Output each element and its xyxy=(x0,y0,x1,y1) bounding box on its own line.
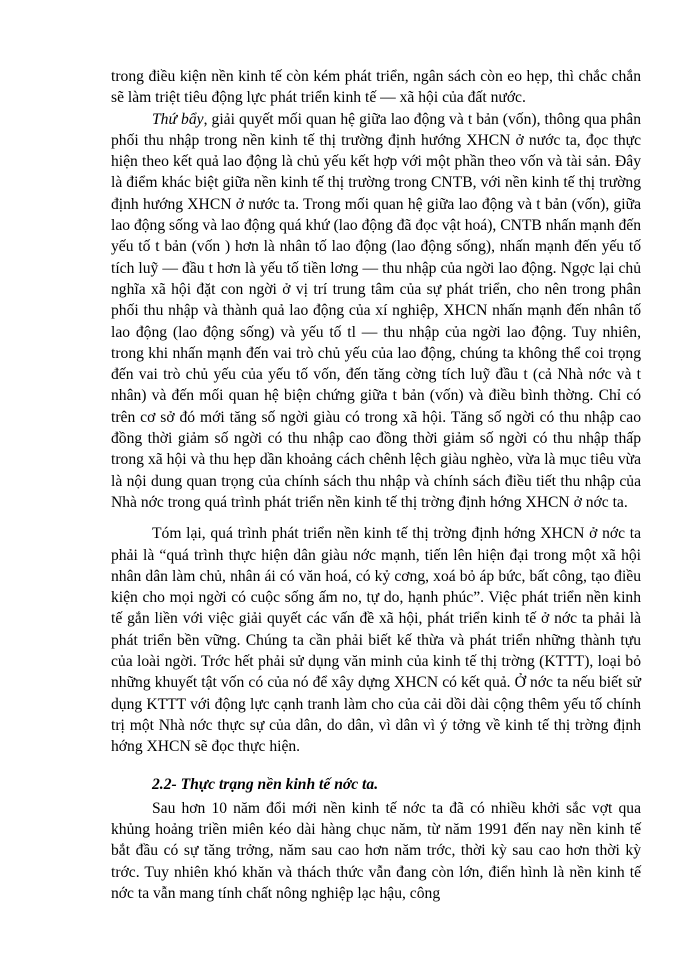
paragraph-text: , giải quyết mối quan hệ giữa lao động và t bản (vốn), thông qua phân phối thu nhập trong nền kinh tế thị trường định hướng XHCN ở nước ta, đọc thực hiện theo kết quả lao động là chủ yếu kết hợp với một phần theo vốn và tài sản. Đây là điểm khác biệt giữa nền kinh tế thị trường trong CNTB, với nền kinh tế thị trường định hướng XHCN ở nước ta. Trong mối quan hệ giữa lao động và t bản (vốn), giữa lao động sống và lao động quá khứ (lao động đã đọc vật hoá), CNTB nhấn mạnh đến yếu tố t bản (vốn ) hơn là nhân tố lao động (lao động sống), nhấn mạnh đến yếu tố tích luỹ — đầu t hơn là yếu tố tiền lơng — thu nhập của ngời lao động. Ngợc lại chủ nghĩa xã hội đặt con ngời ở vị trí trung tâm của sự phát triển, cho nên trong phân phối thu nhập và thành quả lao động của xí nghiệp, XHCN nhấn mạnh đến nhân tố lao động (lao động sống) và yếu tố tl — thu nhập của ngời lao động. Tuy nhiên, trong khi nhấn mạnh đến vai trò chủ yếu của lao động, chúng ta không thể coi trọng đến vai trò chủ yếu của yếu tố vốn, đến tăng cờng tích luỹ đầu t (cả Nhà nớc và t nhân) và đến mối quan hệ biện chứng giữa t bản (vốn) và điều bình thờng. Chỉ có trên cơ sở đó mới tăng số ngời giàu có trong xã hội. Tăng số ngời có thu nhập cao đồng thời giảm số ngời có thu nhập cao đồng thời giảm số ngời có thu nhập thấp trong xã hội và thu hẹp dần khoảng cách chênh lệch giàu nghèo, vừa là mục tiêu vừa là nội dung quan trọng của chính sách thu nhập và chính sách điều tiết thu nhập của Nhà nớc trong quá trình phát triển nền kinh tế thị trờng định hớng XHCN ở nớc ta. xyxy=(111,110,641,511)
paragraph-closing xyxy=(111,798,641,904)
paragraph-text: Tóm lại, quá trình phát triển nền kinh tế thị trờng định hớng XHCN ở nớc ta phải là “quá trình thực hiện dân giàu nớc mạnh, tiến lên hiện đại trong một xã hội nhân dân làm chủ, nhân ái có văn hoá, có kỷ cơng, xoá bỏ áp bức, bất công, tạo điều kiện cho mọi ngời có cuộc sống ấm no, tự do, hạnh phúc”. Việc phát triển nền kinh tế gắn liền với việc giải quyết các vấn đề xã hội, phát triển kinh tế ở nớc ta phải là phát triển bền vững. Chúng ta cần phải biết kế thừa và phát triển những thành tựu của loài ngời. Trớc hết phải sử dụng văn minh của kinh tế thị trờng (KTTT), loại bỏ những khuyết tật vốn có của nó để xây dựng XHCN có kết quả. Ở nớc ta nếu biết sử dụng KTTT với động lực cạnh tranh làm cho của cải dồi dài cộng thêm yếu tố chính trị một Nhà nớc thực sự của dân, do dân, vì dân vì ý tởng về kinh tế thị trờng định hớng XHCN sẽ đọc thực hiện. xyxy=(111,525,641,756)
paragraph-continuation xyxy=(111,66,641,109)
paragraph-lead: Thứ bẩy xyxy=(152,110,204,128)
section-heading: 2.2- Thực trạng nền kinh tế nớc ta. xyxy=(152,775,379,793)
paragraph-text: trong điều kiện nền kinh tế còn kém phát triển, ngân sách còn eo hẹp, thì chắc chắn sẽ làm triệt tiêu động lực phát triển kinh tế — xã hội của đất nước. xyxy=(111,68,641,107)
paragraph-tom-lai xyxy=(111,523,641,757)
document-page xyxy=(111,66,641,904)
paragraph-text: Sau hơn 10 năm đổi mới nền kinh tế nớc ta đã có nhiều khởi sắc vợt qua khủng hoảng triền miên kéo dài hàng chục năm, từ năm 1991 đến nay nền kinh tế bắt đầu có sự tăng trởng, năm sau cao hơn năm trớc, thời kỳ sau cao hơn thời kỳ trớc. Tuy nhiên khó khăn và thách thức vẫn đang còn lớn, điển hình là nền kinh tế nớc ta vẫn mang tính chất nông nghiệp lạc hậu, công xyxy=(111,799,641,902)
paragraph-thu-bay xyxy=(111,109,641,514)
